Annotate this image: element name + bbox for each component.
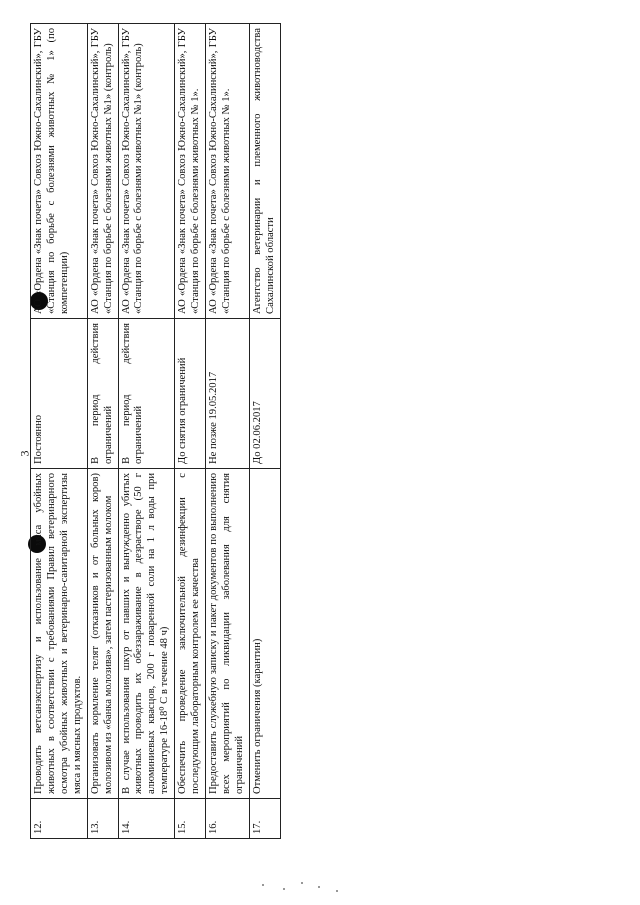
row-responsible: АО «Ордена «Знак почета» Совхоз Южно-Сахалинский», ГБУ «Станция по борьбе с болезнями животных № 1». — [175, 24, 206, 319]
row-term: В период действия ограничений — [87, 319, 118, 469]
table-row — [87, 24, 118, 839]
row-responsible: АО «Ордена «Знак почета» Совхоз Южно-Сахалинский», ГБУ «Станция по борьбе с болезнями животных №1» (контроль) — [87, 24, 118, 319]
row-action: В случае использования шкур от павших и вынужденно убитых животных проводить их обеззараживание в дезрастворе (50 г алюминиевых квасцов, 200 г поваренной соли на 1 л воды при температуре 16-18⁰ С в течение 48 ч) — [118, 469, 175, 799]
row-term: Не позже 19.05.2017 — [206, 319, 250, 469]
row-action: Обеспечить проведение заключительной дезинфекции с последующим лабораторным контролем ее качества — [175, 469, 206, 799]
scan-speck — [318, 886, 320, 888]
row-term: До 02.06.2017 — [249, 319, 280, 469]
row-action: Предоставить служебную записку и пакет документов по выполнению всех мероприятий по ликвидации заболевания для снятия ограничений — [206, 469, 250, 799]
rotated-table-wrapper — [30, 24, 412, 839]
row-responsible: АО «Ордена «Знак почета» Совхоз Южно-Сахалинский», ГБУ «Станция по борьбе с болезнями животных №1» (контроль) — [118, 24, 175, 319]
page-number: 3 — [17, 450, 32, 457]
table-row — [175, 24, 206, 839]
table-row — [249, 24, 280, 839]
measures-table — [30, 23, 281, 839]
scan-speck — [262, 884, 264, 886]
row-responsible: АО «Ордена «Знак почета» Совхоз Южно-Сахалинский», ГБУ «Станция по борьбе с болезнями животных № 1» (по компетенции) — [31, 24, 88, 319]
table-row — [31, 24, 88, 839]
row-number: 14. — [118, 799, 175, 839]
row-number: 13. — [87, 799, 118, 839]
row-action: Организовать кормление телят (отказников и от больных коров) молозивом из «банка молозива», затем пастеризованным молоком — [87, 469, 118, 799]
scan-speck — [283, 888, 285, 890]
row-number: 12. — [31, 799, 88, 839]
scan-speck — [336, 890, 338, 892]
row-action: Отменить ограничения (карантин) — [249, 469, 280, 799]
table-row — [118, 24, 175, 839]
table-row — [206, 24, 250, 839]
row-number: 16. — [206, 799, 250, 839]
row-responsible: Агентство ветеринарии и племенного животноводства Сахалинской области — [249, 24, 280, 319]
row-number: 17. — [249, 799, 280, 839]
row-number: 15. — [175, 799, 206, 839]
scan-speck — [301, 882, 303, 884]
row-term: Постоянно — [31, 319, 88, 469]
row-term: До снятия ограничений — [175, 319, 206, 469]
row-action: Проводить ветсанэкспертизу и использование мяса убойных животных в соответствии с требованиями Правил ветеринарного осмотра убойных животных и ветеринарно-санитарной экспертизы мяса и мясных продуктов. — [31, 469, 88, 799]
row-responsible: АО «Ордена «Знак почета» Совхоз Южно-Сахалинский», ГБУ «Станция по борьбе с болезнями животных № 1». — [206, 24, 250, 319]
row-term: В период действия ограничений — [118, 319, 175, 469]
